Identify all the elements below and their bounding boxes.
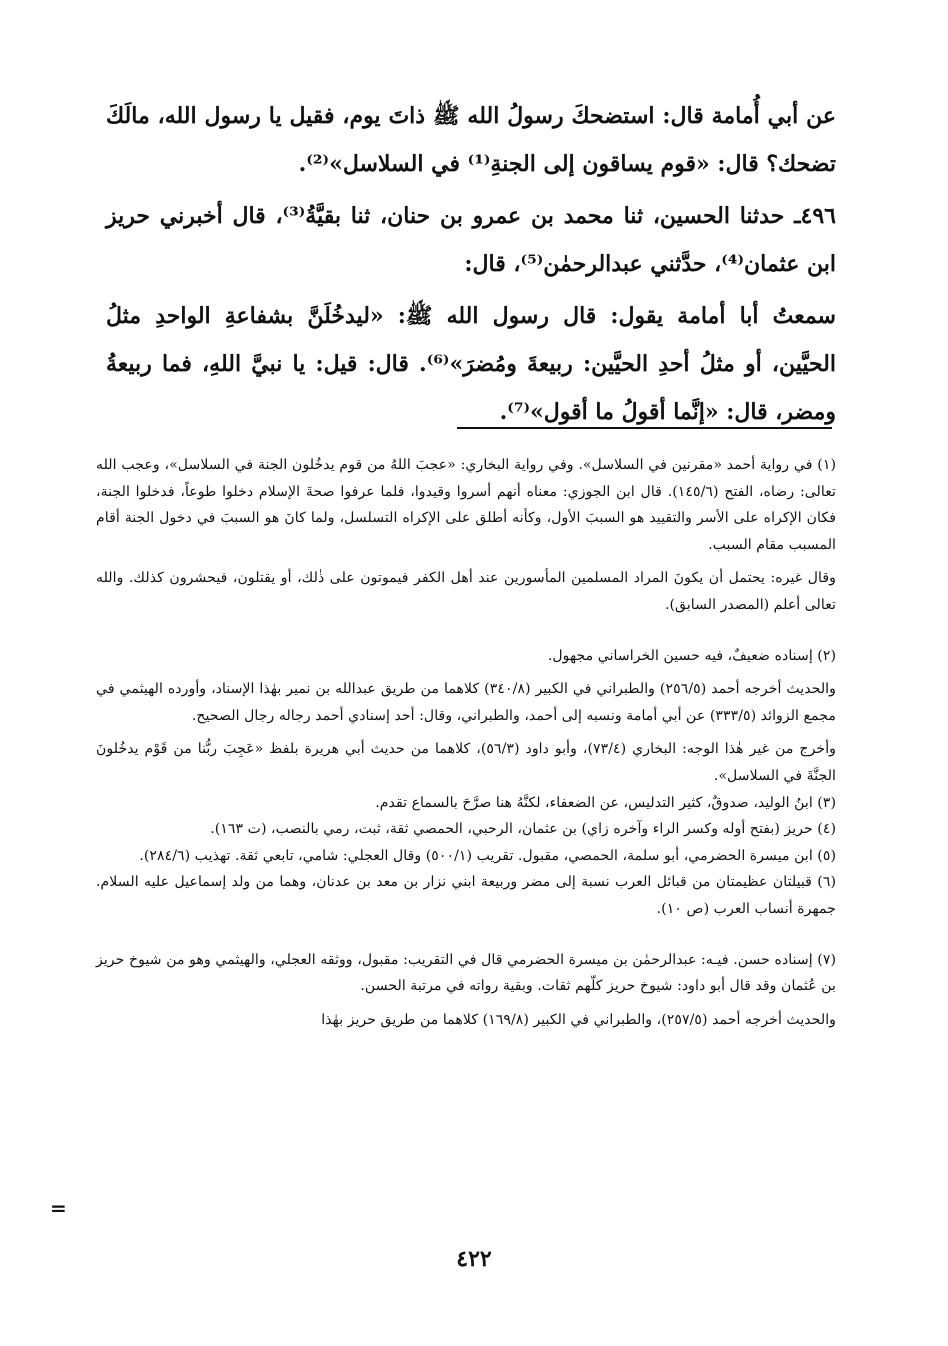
continuation-mark: = xyxy=(50,1196,67,1220)
footnote-7: (٧) إسناده حسن. فيـه: عبدالرحمٰن بن ميسرة الحضرمي قال في التقريب: مقبول، ووثقه العجلي، والهيثمي وهو من شيوخ حريز بن عُثمان وقد قال أبو داود: شيوخ حريز كلّهم ثقات. وبقية رواته في مرتبة الحسن. xyxy=(96,951,836,995)
footnote-1-continued: وقال غيره: يحتمل أن يكونَ المراد المسلمين المأسورين عند أهل الكفر فيموتون على ذٰلك، أو يقتلون، فيحشرون كذلك. والله تعالى أعلم (المصدر السابق). xyxy=(96,570,836,613)
hadith-496-text: سمعتُ أبا أمامة يقول: قال رسول الله ﷺ: «ليدخُلَنَّ بشفاعةِ الواحدِ مثلُ الحيَّين، أو مثلُ أحدِ الحيَّين: ربيعةَ ومُضرَ»⁽⁶⁾. قال: قيل: يا نبيَّ اللهِ، فما ربيعةُ ومضر، قال: «إنَّما أقولُ ما أقول»⁽⁷⁾. xyxy=(106,303,836,425)
footnote-2-other-route: وأخرج من غير هٰذا الوجه: البخاري (٧٣/٤)، وأبو داود (٥٦/٣)، كلاهما من حديث أبي هريرة بلفظ «عَجِبَ ربُّنا من قَوْم يدخُلونَ الجنَّةَ في السلاسل». xyxy=(96,741,836,784)
footnote-7-takhrij: والحديث أخرجه أحمد (٢٥٧/٥)، والطبراني في الكبير (١٦٩/٨) كلاهما من طريق حريز بهٰذا xyxy=(321,1011,836,1028)
footnote-3: (٣) ابنُ الوليد، صدوقٌ، كثير التدليس، عن الضعفاء، لكنَّهُ هنا صرَّحَ بالسماع تقدم. xyxy=(375,794,836,811)
footnote-2: (٢) إسناده ضعيفٌ، فيه حسين الخراساني مجهول. xyxy=(547,647,836,664)
footnote-5: (٥) ابن ميسرة الحضرمي، أبو سلمة، الحمصي، مقبول. تقريب (٥٠٠/١) وقال العجلي: شامي، تابعي ثقة. تهذيب (٢٨٤/٦). xyxy=(139,847,836,864)
footnote-1: (١) في رواية أحمد «مقرنين في السلاسل». وفي رواية البخاري: «عجبَ اللهُ من قوم يدخُلون الجنة في السلاسل»، وعجب الله تعالى: رضاه، الفتح (١٤٥/٦). قال ابن الجوزي: معناه أنهم أسروا وقيدوا، فلما عرفوا صحةَ الإسلام دخلوا طوعاً، فدخلوا الجنة، فكان الإكراه على الأسر والتقييد هو السببَ الأول، وكأنه أطلق على الإكراه التسلسل، ولما كانَ هو السببَ في دخول الجنة أقام المسبب مقام السبب. xyxy=(96,457,836,553)
footnote-4: (٤) حريز (بفتح أوله وكسر الراء وآخره زاي) بن عثمان، الرحبي، الحمصي ثقة، ثبت، رمي بالنصب، (ت ١٦٣). xyxy=(210,821,836,838)
footnote-2-takhrij: والحديث أخرجه أحمد (٢٥٦/٥) والطبراني في الكبير (٣٤٠/٨) كلاهما من طريق عبدالله بن نمير بهٰذا الإسناد، وأورده الهيثمي في مجمع الزوائد (٣٣٣/٥) عن أبي أمامة ونسبه إلى أحمد، والطبراني، وقال: أحد إسنادي أحمد رجاله رجال الصحيح. xyxy=(96,681,836,724)
hadith-text-block xyxy=(106,92,836,436)
page-number: ٤٢٢ xyxy=(456,1246,492,1272)
hadith-495-text: عن أبي أُمامة قال: استضحكَ رسولُ الله ﷺ ذاتَ يوم، فقيل يا رسول الله، مالَكَ تضحك؟ قال: «قوم يساقون إلى الجنةِ⁽¹⁾ في السلاسل»⁽²⁾. xyxy=(106,103,836,177)
footnote-separator xyxy=(457,427,832,429)
footnotes-block xyxy=(96,452,836,1033)
hadith-496-chain: ٤٩٦ـ حدثنا الحسين، ثنا محمد بن عمرو بن حنان، ثنا بقيَّةُ⁽³⁾، قال أخبرني حريز ابن عثمان⁽⁴⁾، حدَّثني عبدالرحمٰن⁽⁵⁾، قال: xyxy=(106,203,836,277)
footnote-6: (٦) قبيلتان عظيمتان من قبائل العرب نسبة إلى مضر وربيعة ابني نزار بن معد بن عدنان، وهما من ولد إسماعيل عليه السلام. جمهرة أنساب العرب (ص ١٠). xyxy=(96,874,836,917)
